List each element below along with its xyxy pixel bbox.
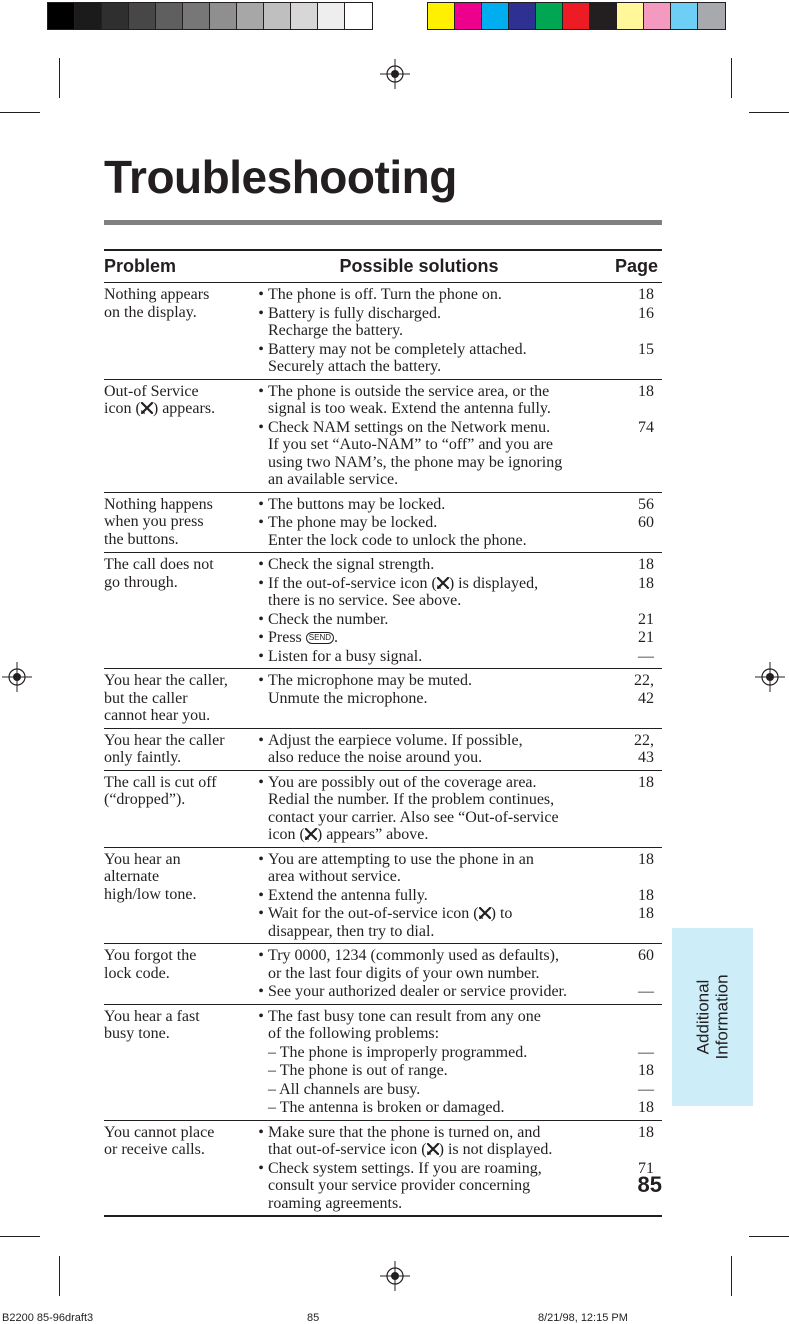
page-ref: 21 [638,610,654,628]
solution-line: Make sure that the phone is turned on, and [268,1123,541,1141]
registration-mark-icon [380,1261,410,1291]
solution-item [254,514,662,549]
footer-date: 8/21/98, 12:15 PM [538,1312,628,1324]
solution-text [268,341,618,376]
solution-text [268,611,618,629]
solution-line: Enter the lock code to unlock the phone. [268,531,527,549]
problem-line: The call does not [104,556,214,573]
registration-mark-icon [2,662,32,692]
color-swatch [183,3,210,29]
solutions-cell [254,1007,662,1117]
solution-line: You are possibly out of the coverage area. [268,773,537,791]
side-tab-line: Additional [693,979,713,1055]
solution-item [254,905,662,940]
solution-text [268,419,618,489]
send-key-icon: SEND [306,632,334,644]
bullet-icon: • [258,556,264,573]
color-swatch [617,3,644,29]
solution-item [254,1124,662,1159]
page-ref: 18 [638,850,654,868]
solution-text [268,905,618,940]
solution-line: Listen for a busy signal. [268,647,423,665]
problem-cell [104,773,254,844]
page-ref: 18 [638,574,654,592]
bullet-icon: • [258,947,264,964]
page-title: Troubleshooting [104,151,457,203]
gray-calibration-bar [47,2,373,30]
solution-text [268,1160,618,1213]
page-ref: 71 [638,1159,654,1177]
solution-item [254,887,662,905]
solution-line: Check the signal strength. [268,556,435,573]
color-swatch [75,3,102,29]
bullet-icon: • [258,304,264,322]
crop-mark [749,1236,789,1237]
page-ref: 21 [638,629,654,646]
solution-line: Check system settings. If you are roaming, [268,1159,542,1177]
problem-line: alternate [104,868,160,885]
solution-item [254,341,662,376]
problem-cell [104,850,254,941]
page-ref: — [638,647,654,665]
bullet-icon: • [258,983,264,1000]
out-of-service-icon [427,1143,439,1155]
color-swatch [590,3,617,29]
color-swatch [291,3,318,29]
solution-text [268,556,618,574]
solution-text [268,732,618,767]
problem-line: You hear an [104,850,181,868]
solutions-cell [254,850,662,941]
solution-line: Securely attach the battery. [268,358,442,375]
solution-line: of the following problems: [268,1025,440,1042]
table-row [104,1121,662,1216]
page-ref: 18 [638,1123,654,1141]
solution-text [268,1124,618,1159]
solution-line: Battery may not be completely attached. [268,340,527,358]
problem-cell [104,285,254,376]
color-calibration-bar [427,2,726,30]
page-ref: 18 [638,286,654,303]
page-ref: 22, 42 [634,672,654,707]
bullet-icon: • [258,905,264,922]
solution-text [268,851,618,886]
solution-item [254,629,662,647]
problem-cell [104,382,254,489]
problem-line: or receive calls. [104,1141,205,1158]
crop-mark [0,1236,40,1237]
solution-item [254,496,662,514]
problem-line: high/low tone. [104,885,197,903]
table-body [104,283,662,1215]
solution-line: contact your carrier. Also see “Out-of-service [268,808,559,826]
crop-mark [731,1256,732,1296]
solution-text [268,1099,618,1117]
problem-line: Nothing appears [104,286,210,303]
solution-line: consult your service provider concerning [268,1177,531,1194]
bullet-icon: • [258,773,264,791]
problem-line: You hear the caller, [104,672,228,689]
solution-item [254,947,662,982]
bullet-icon: • [258,495,264,513]
problem-line: The call is cut off [104,773,217,791]
problem-line: busy tone. [104,1025,170,1042]
problem-cell [104,671,254,725]
solution-item [254,672,662,707]
registration-mark-icon [755,662,785,692]
bullet-icon: • [258,629,264,646]
problem-cell [104,1007,254,1117]
out-of-service-icon [479,907,491,919]
table-row [104,848,662,945]
solutions-cell [254,285,662,376]
color-swatch [237,3,264,29]
page-ref: 18 [638,886,654,904]
solution-line: area without service. [268,868,401,885]
solution-line: You are attempting to use the phone in an [268,850,534,868]
solution-line: Adjust the earpiece volume. If possible, [268,731,523,749]
footer-page: 85 [307,1312,320,1324]
bullet-icon: • [258,1159,264,1177]
solution-line: using two NAM’s, the phone may be ignoring [268,453,563,471]
solutions-cell [254,1123,662,1213]
solution-text [268,887,618,905]
solution-line: – The antenna is broken or damaged. [268,1099,505,1116]
color-swatch [156,3,183,29]
table-row [104,729,662,771]
bullet-icon: • [258,286,264,303]
solution-text [268,1062,618,1080]
color-swatch [102,3,129,29]
solution-line: roaming agreements. [268,1194,403,1212]
solution-item [254,983,662,1001]
solution-line: Recharge the battery. [268,322,404,339]
solution-text [268,1044,618,1062]
registration-mark-icon [380,59,410,89]
problem-line: when you press [104,513,204,530]
solution-item [254,305,662,340]
solutions-cell [254,495,662,550]
page-ref: — [638,983,654,1000]
solution-line: If you set “Auto-NAM” to “off” and you are [268,436,553,453]
solution-line: signal is too weak. Extend the antenna fully. [268,400,551,417]
page-ref: — [638,1043,654,1061]
header-solutions: Possible solutions [339,256,499,276]
bullet-icon: • [258,886,264,904]
solutions-cell [254,671,662,725]
solutions-cell [254,382,662,489]
problem-cell [104,555,254,665]
solution-text [268,305,618,340]
footer-file: B2200 85-96draft3 [2,1312,94,1324]
problem-line: You hear a fast [104,1007,200,1025]
bullet-icon: • [258,418,264,436]
solutions-cell [254,555,662,665]
color-swatch [428,3,455,29]
out-of-service-icon [141,402,153,414]
solution-line: – The phone is improperly programmed. [268,1043,528,1061]
color-swatch [455,3,482,29]
solution-line: The phone may be locked. [268,514,438,531]
bullet-icon: • [258,850,264,868]
solution-item [254,419,662,489]
solution-line: The phone is off. Turn the phone on. [268,286,502,303]
problem-line: cannot hear you. [104,707,211,724]
table-row [104,1005,662,1121]
solution-text [268,648,618,666]
page-ref: 18 [638,773,654,791]
solution-text [268,286,618,304]
solution-text [268,1008,618,1043]
solution-item [254,851,662,886]
solution-line: The buttons may be locked. [268,495,446,513]
page-ref: 18 [638,905,654,922]
crop-mark [0,112,40,113]
crop-mark [731,58,732,98]
solution-text [268,629,618,647]
bullet-icon: • [258,647,264,665]
table-header [104,251,662,283]
page-ref: 18 [638,1099,654,1116]
color-swatch [671,3,698,29]
problem-line: Out-of Service [104,382,199,400]
solution-text [268,672,618,707]
solution-text [268,774,618,844]
header-page: Page [614,256,658,276]
solution-item [254,774,662,844]
problem-line: go through. [104,573,178,591]
solution-item [254,575,662,610]
crop-mark [59,1256,60,1296]
page-number: 85 [637,1172,662,1197]
bullet-icon: • [258,340,264,358]
solution-item [254,1081,662,1099]
solution-line: The fast busy tone can result from any one [268,1007,541,1025]
solution-line: Redial the number. If the problem continues, [268,791,555,808]
problem-cell [104,1123,254,1213]
bullet-icon: • [258,514,264,531]
problem-line: the buttons. [104,530,179,548]
title-rule [104,220,662,225]
color-swatch [482,3,509,29]
solution-text [268,1081,618,1099]
color-swatch [345,3,372,29]
table-row [104,493,662,554]
problem-cell [104,731,254,767]
header-problem: Problem [104,256,177,276]
problem-line: You cannot place [104,1123,215,1141]
page-ref: 22, 43 [634,731,654,766]
out-of-service-icon [437,577,449,589]
solution-text [268,496,618,514]
solution-line: The phone is outside the service area, or the [268,382,550,400]
bullet-icon: • [258,731,264,749]
solution-line: See your authorized dealer or service provider. [268,983,567,1000]
solution-item [254,1099,662,1117]
problem-cell [104,946,254,1001]
problem-line: on the display. [104,303,197,321]
solution-line: The microphone may be muted. [268,672,472,689]
solution-line: Extend the antenna fully. [268,886,428,904]
page-ref: 15 [638,340,654,358]
solution-line: Press SEND . [268,629,339,646]
solution-line: Check NAM settings on the Network menu. [268,418,551,436]
color-swatch [48,3,75,29]
problem-line: (“dropped”). [104,791,186,808]
bullet-icon: • [258,1007,264,1025]
solution-line: Unmute the microphone. [268,689,428,707]
page-ref: 60 [638,947,654,964]
page-ref: — [638,1080,654,1098]
crop-mark [749,112,789,113]
problem-line: Nothing happens [104,495,213,513]
table-row [104,283,662,380]
color-swatch [264,3,291,29]
out-of-service-icon [305,828,317,840]
solution-item [254,556,662,574]
solution-line: – The phone is out of range. [268,1062,448,1079]
page-ref: 18 [638,1062,654,1079]
solution-line: that out-of-service icon ( ) is not displayed. [268,1141,553,1158]
solution-line: icon ( ) appears” above. [268,826,429,843]
solution-line: – All channels are busy. [268,1080,421,1098]
color-swatch [698,3,725,29]
solution-line: Wait for the out-of-service icon ( ) to [268,905,513,922]
solutions-cell [254,946,662,1001]
solution-text [268,575,618,610]
solution-item [254,611,662,629]
bullet-icon: • [258,574,264,592]
solution-text [268,983,618,1001]
problem-line: You hear the caller [104,731,225,749]
solution-text [268,514,618,549]
solution-line: also reduce the noise around you. [268,749,483,766]
problem-line: icon ( ) appears. [104,400,216,417]
bullet-icon: • [258,610,264,628]
color-swatch [536,3,563,29]
bullet-icon: • [258,1123,264,1141]
solution-line: or the last four digits of your own number. [268,964,540,982]
problem-line: You forgot the [104,947,197,964]
color-swatch [210,3,237,29]
solution-item [254,1008,662,1043]
solution-item [254,286,662,304]
solutions-cell [254,731,662,767]
color-swatch [318,3,345,29]
color-swatch [644,3,671,29]
solution-text [268,383,618,418]
page-ref: 60 [638,514,654,531]
problem-line: only faintly. [104,749,182,766]
solution-item [254,1062,662,1080]
side-tab-label [694,974,732,1059]
solution-line: Check the number. [268,610,389,628]
problem-line: but the caller [104,689,188,707]
solution-item [254,1044,662,1062]
color-swatch [509,3,536,29]
solution-text [268,947,618,982]
solution-line: Battery is fully discharged. [268,304,441,322]
page-ref: 18 [638,382,654,400]
side-tab-line: Information [712,974,732,1060]
color-swatch [563,3,590,29]
table-row [104,771,662,848]
table-row [104,944,662,1005]
problem-cell [104,495,254,550]
solution-line: there is no service. See above. [268,592,462,609]
page-ref: 56 [638,495,654,513]
solution-line: disappear, then try to dial. [268,922,435,940]
page-ref: 74 [638,418,654,436]
color-swatch [129,3,156,29]
solution-item [254,648,662,666]
table-row [104,669,662,729]
bullet-icon: • [258,672,264,689]
solution-item [254,383,662,418]
problem-line: lock code. [104,964,170,982]
solution-line: If the out-of-service icon ( ) is displayed, [268,574,539,592]
page-ref: 16 [638,304,654,322]
bullet-icon: • [258,382,264,400]
solution-item [254,732,662,767]
table-row [104,553,662,669]
table-row [104,380,662,493]
solution-line: an available service. [268,471,399,488]
solution-line: Try 0000, 1234 (commonly used as defaults), [268,947,559,964]
page-ref: 18 [638,556,654,573]
troubleshooting-table [104,249,662,1217]
solutions-cell [254,773,662,844]
page-ref [618,1008,662,1043]
crop-mark [59,58,60,98]
